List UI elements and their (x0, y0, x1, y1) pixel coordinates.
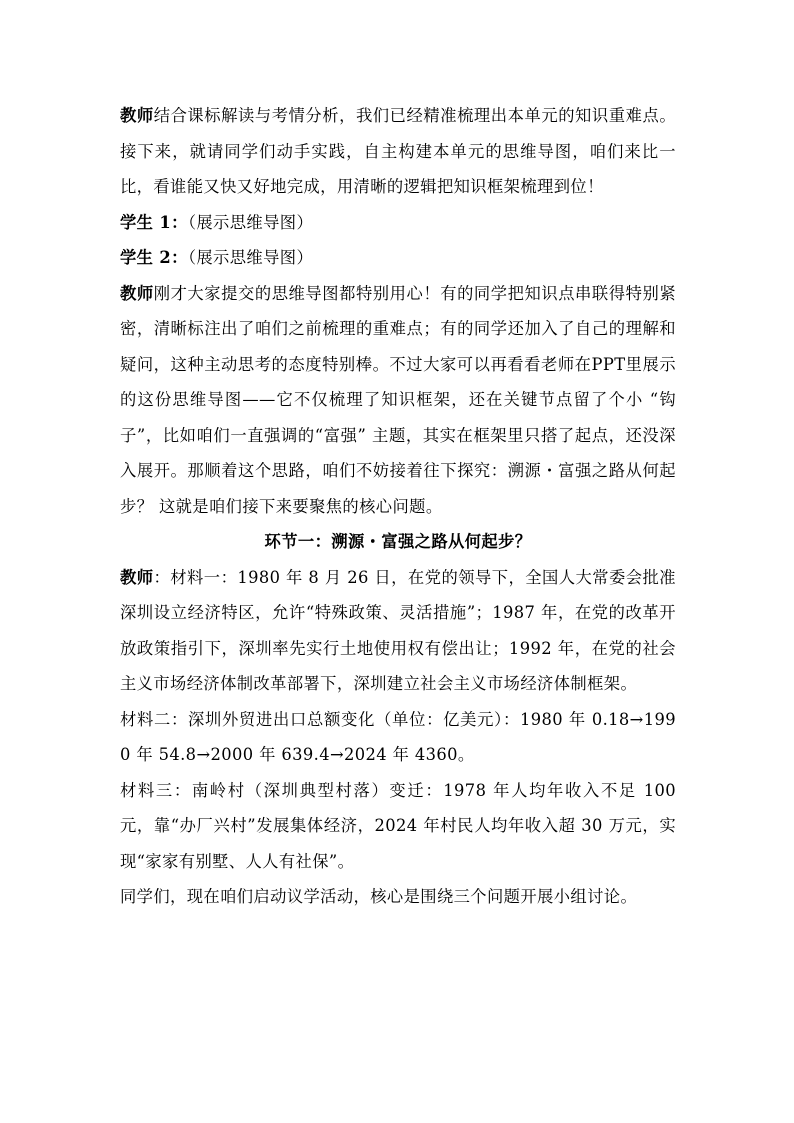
paragraph-text: 材料二：深圳外贸进出口总额变化（单位：亿美元）：1980 年 0.18→1990 年 54.8→2000 年 639.4→2024 年 4360。 (120, 709, 676, 764)
teacher-paragraph-feedback (120, 276, 676, 525)
paragraph-text: （展示思维导图） (187, 212, 314, 232)
speaker-label: 教师 (120, 283, 154, 303)
paragraph-text: 刚才大家提交的思维导图都特别用心！有的同学把知识点串联得特别紧密，清晰标注出了咱们之前梳理的重难点；有的同学还加入了自己的理解和疑问，这种主动思考的态度特别棒。不过大家可以再看看老师在PPT里展示的这份思维导图——它不仅梳理了知识框架，还在关键节点留了个小 “钩子”，比如咱们一直强调的“富强” 主题，其实在框架里只搭了起点，还没深入展开。那顺着这个思路，咱们不妨接着往下探究：溯源・富强之路从何起步？ 这就是咱们接下来要聚焦的核心问题。 (120, 283, 676, 516)
speaker-label: 学生 1： (120, 212, 188, 232)
speaker-label: 教师 (120, 567, 154, 587)
paragraph-text: （展示思维导图） (187, 248, 314, 267)
paragraph-text: ：材料一：1980 年 8 月 26 日，在党的领导下，全国人大常委会批准深圳设立经济特区，允许“特殊政策、灵活措施”；1987 年，在党的改革开放政策指引下，深圳率先实行土地使用权有偿出让；1992 年，在党的社会主义市场经济体制改革部署下，深圳建立社会主义市场经济体制框架。 (120, 567, 676, 693)
paragraph-text: 同学们，现在咱们启动议学活动，核心是围绕三个问题开展小组讨论。 (120, 887, 638, 906)
student-2-paragraph (120, 240, 676, 276)
speaker-label: 教师 (120, 106, 154, 125)
paragraph-text: 材料三：南岭村（深圳典型村落）变迁：1978 年人均年收入不足 100 元，靠“办厂兴村”发展集体经济，2024 年村民人均年收入超 30 万元，实现“家家有别墅、人人有社保”。 (120, 780, 676, 871)
teacher-paragraph-material-1 (120, 560, 676, 702)
paragraph-text: 结合课标解读与考情分析，我们已经精准梳理出本单元的知识重难点。接下来，就请同学们动手实践，自主构建本单元的思维导图，咱们来比一比，看谁能又快又好地完成，用清晰的逻辑把知识框架梳理到位！ (120, 106, 676, 196)
section-heading: 环节一：溯源・富强之路从何起步？ (264, 532, 532, 551)
material-3-paragraph (120, 773, 676, 880)
material-2-paragraph (120, 702, 676, 773)
teacher-paragraph-intro (120, 98, 676, 205)
document-page (120, 98, 676, 915)
student-1-paragraph (120, 205, 676, 241)
speaker-label: 学生 2： (120, 248, 188, 267)
discussion-paragraph (120, 879, 676, 915)
